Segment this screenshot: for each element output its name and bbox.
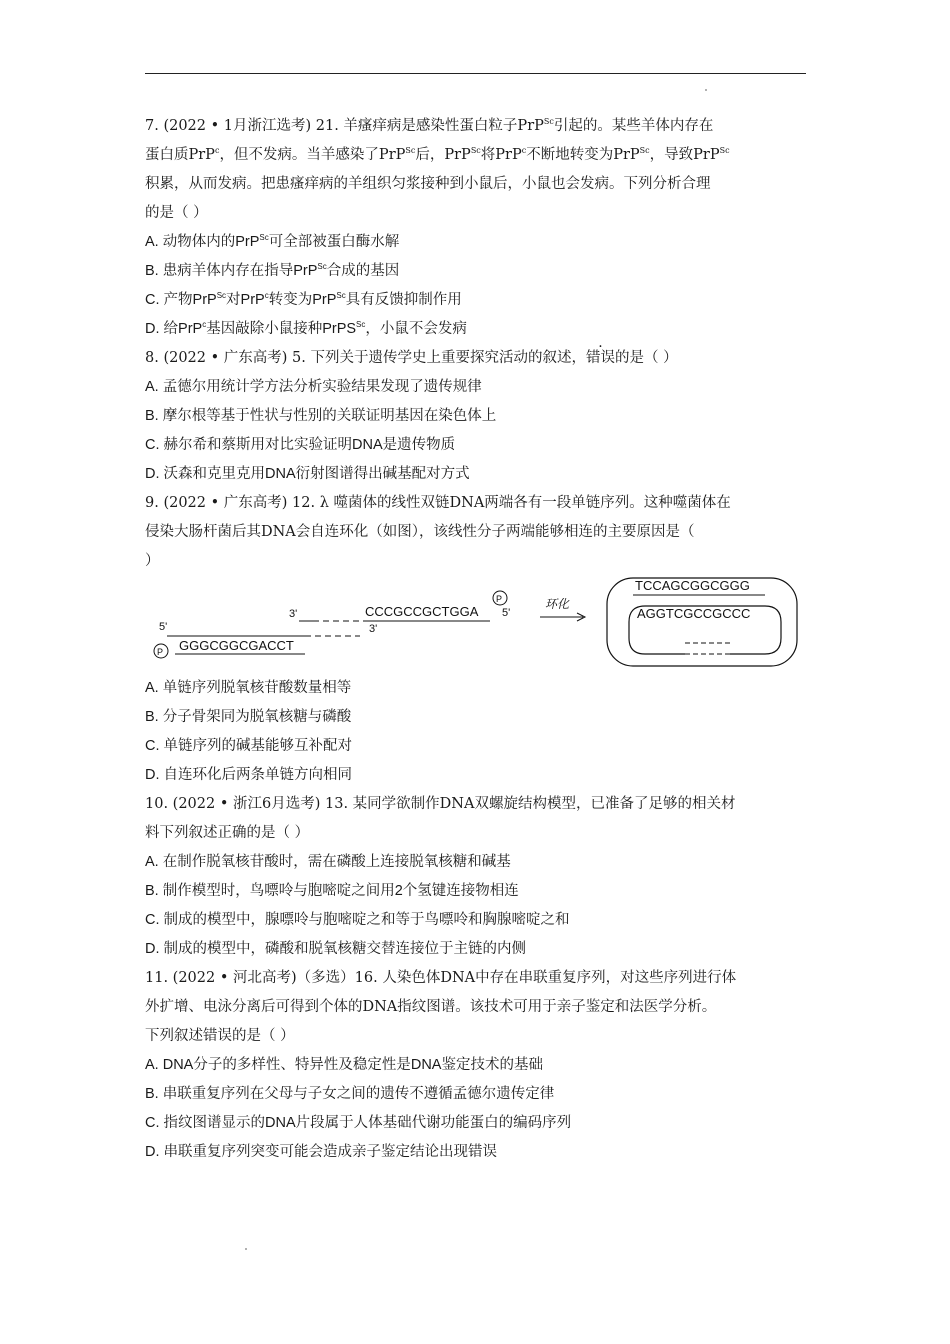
question-9: [145, 489, 807, 790]
q7-option-a: A. 动物体内的PrP$^{Sc}$可全部被蛋白酶水解: [145, 233, 400, 250]
question-page: [145, 112, 807, 1167]
q9-option-a: A. 单链序列脱氧核苷酸数量相等: [145, 680, 352, 696]
right-five-prime-label: 5': [502, 607, 511, 619]
q9-option-c: C. 单链序列的碱基能够互补配对: [145, 738, 353, 754]
question-11: [145, 964, 807, 1167]
q9-stem-line-3: ）: [145, 553, 160, 569]
q11-option-a: A. DNA分子的多样性、特异性及稳定性是DNA鉴定技术的基础: [145, 1057, 543, 1073]
ring-inner-seq: AGGTCGCCGCCC: [637, 606, 751, 621]
q9-option-b: B. 分子骨架同为脱氧核糖与磷酸: [145, 709, 352, 725]
right-three-prime-label: 3': [369, 623, 378, 635]
q8-option-d: D. 沃森和克里克用DNA衍射图谱得出碱基配对方式: [145, 466, 470, 482]
right-single-strand-seq: CCCGCCGCTGGA: [365, 604, 479, 619]
q7-option-d: D. 给PrP$^c$基因敲除小鼠接种PrPS$^{Sc}$，小鼠不会发病: [145, 320, 467, 337]
question-8: [145, 344, 807, 489]
q9-option-d: D. 自连环化后两条单链方向相同: [145, 767, 353, 783]
header-rule: [145, 73, 806, 74]
scan-speck: [245, 1248, 247, 1250]
q8-stem: 8. (2022 • 广东高考) 5. 下列关于遗传学史上重要探究活动的叙述，错误的是（ ）: [145, 344, 807, 373]
q7-option-c: C. 产物PrP$^{Sc}$对PrP$^c$转变为PrP$^{Sc}$具有反馈抑制作用: [145, 291, 462, 308]
ring-top-seq: TCCAGCGGCGGG: [635, 578, 750, 593]
q11-stem-line-2: 外扩增、电泳分离后可得到个体的DNA指纹图谱。该技术可用于亲子鉴定和法医学分析。: [145, 999, 717, 1015]
q11-option-d: D. 串联重复序列突变可能会造成亲子鉴定结论出现错误: [145, 1144, 498, 1160]
right-phosphate-label: P: [496, 594, 503, 604]
emphasis-marks: 错误: [585, 350, 615, 366]
left-three-prime-label: 3': [289, 608, 298, 620]
q11-option-b: B. 串联重复序列在父母与子女之间的遗传不遵循孟德尔遗传定律: [145, 1086, 555, 1102]
dna-circularization-figure: [145, 576, 807, 674]
q10-option-b: B. 制作模型时，鸟嘌呤与胞嘧啶之间用2个氢键连接物相连: [145, 883, 519, 899]
q10-option-d: D. 制成的模型中，磷酸和脱氧核糖交替连接位于主链的内侧: [145, 941, 527, 957]
q9-stem-line-1: 9. (2022 • 广东高考) 12. λ 噬菌体的线性双链DNA两端各有一段单链序列。这种噬菌体在: [145, 495, 731, 511]
q10-stem-line-1: 10. (2022 • 浙江6月选考) 13. 某同学欲制作DNA双螺旋结构模型，已准备了足够的相关材: [145, 796, 736, 812]
q7-stem-line-4: 的是（ ）: [145, 205, 208, 221]
left-single-strand-seq: GGGCGGCGACCT: [179, 638, 294, 653]
q8-option-b: B. 摩尔根等基于性状与性别的关联证明基因在染色体上: [145, 408, 497, 424]
q7-option-b: B. 患病羊体内存在指导PrP$^{Sc}$合成的基因: [145, 262, 400, 279]
q7-stem-line-1: 7. (2022 • 1月浙江选考) 21. 羊瘙痒病是感染性蛋白粒子PrP$^{Sc}$引起的。某些羊体内存在: [145, 117, 714, 134]
left-five-prime-label: 5': [159, 621, 168, 633]
question-10: [145, 790, 807, 964]
q11-option-c: C. 指纹图谱显示的DNA片段属于人体基础代谢功能蛋白的编码序列: [145, 1115, 572, 1131]
q10-option-c: C. 制成的模型中，腺嘌呤与胞嘧啶之和等于鸟嘌呤和胸腺嘧啶之和: [145, 912, 570, 928]
q9-stem-line-2: 侵染大肠杆菌后其DNA会自连环化（如图），该线性分子两端能够相连的主要原因是（: [145, 524, 695, 540]
question-7: [145, 112, 807, 344]
q10-option-a: A. 在制作脱氧核苷酸时，需在磷酸上连接脱氧核糖和碱基: [145, 854, 511, 870]
q11-stem-line-3: 下列叙述错误的是（ ）: [145, 1028, 295, 1044]
dna-diagram-svg: [145, 576, 807, 674]
q8-option-c: C. 赫尔希和蔡斯用对比实验证明DNA是遗传物质: [145, 437, 456, 453]
q8-option-a: A. 孟德尔用统计学方法分析实验结果发现了遗传规律: [145, 379, 482, 395]
q10-stem-line-2: 料下列叙述正确的是（ ）: [145, 825, 310, 841]
q7-stem-line-3: 积累，从而发病。把患瘙痒病的羊组织匀浆接种到小鼠后，小鼠也会发病。下列分析合理: [145, 176, 711, 192]
scan-speck: [705, 89, 707, 91]
q11-stem-line-1: 11. (2022 • 河北高考)（多选）16. 人染色体DNA中存在串联重复序列，对这些序列进行体: [145, 970, 737, 986]
q7-stem-line-2: 蛋白质PrP$^c$，但不发病。当羊感染了PrP$^{Sc}$后，PrP$^{Sc}$将PrP$^c$不断地转变为PrP$^{Sc}$，导致PrP$^{Sc}$: [145, 146, 730, 163]
left-phosphate-label: P: [157, 647, 164, 657]
circularize-label: 环化: [545, 597, 570, 611]
